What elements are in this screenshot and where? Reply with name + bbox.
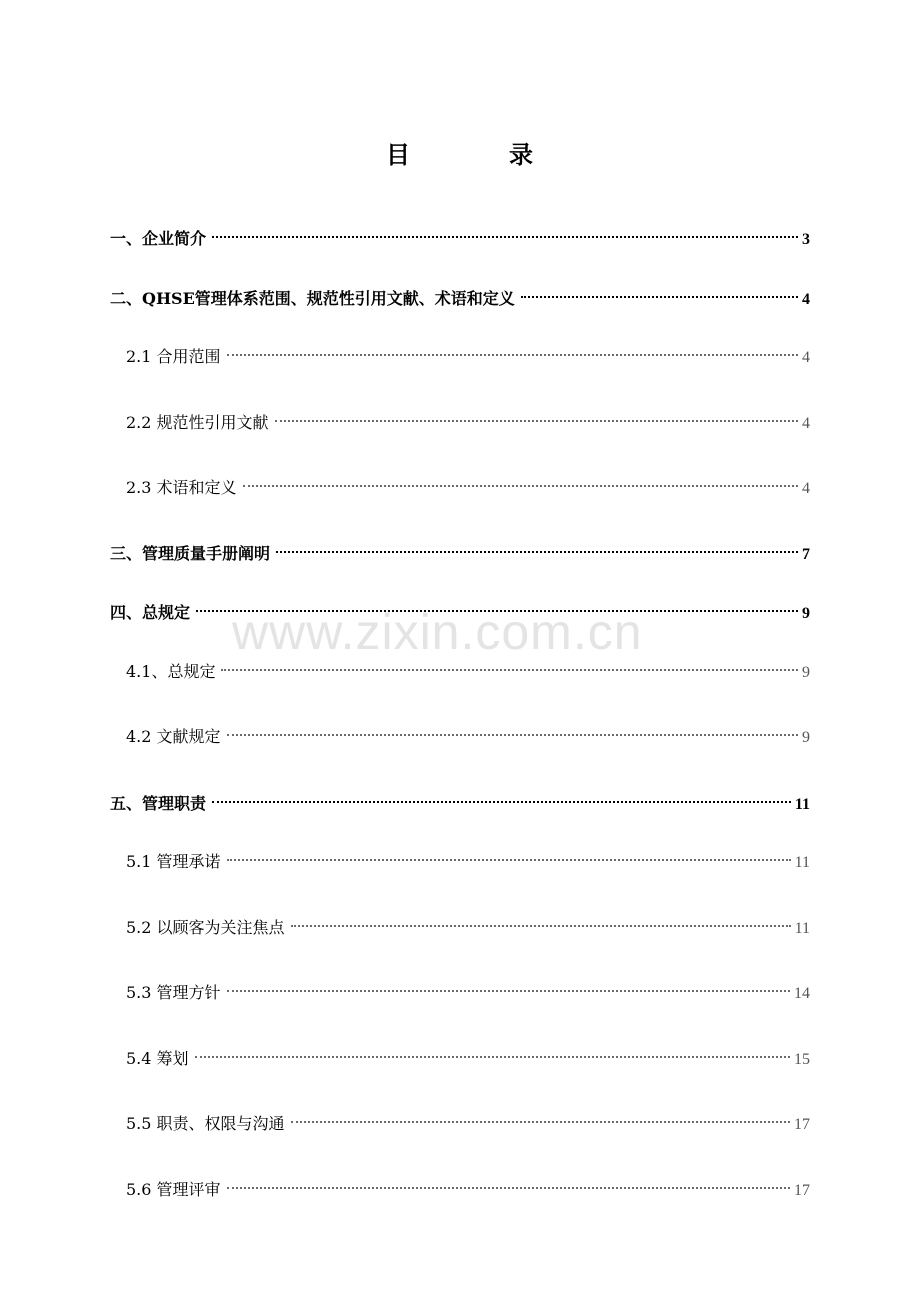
title-char-left: 目 bbox=[386, 140, 410, 169]
toc-entry-label: 5.1 管理承诺 bbox=[126, 852, 221, 871]
toc-entry-label: 三、管理质量手册阐明 bbox=[110, 544, 271, 563]
toc-leader-dots bbox=[196, 594, 798, 618]
toc-entry-label: 2.1 合用范围 bbox=[126, 347, 221, 366]
toc-leader-dots bbox=[227, 843, 791, 867]
toc-entry[interactable] bbox=[126, 338, 810, 366]
toc-entry-page: 4 bbox=[802, 415, 810, 432]
toc-entry[interactable] bbox=[110, 785, 810, 813]
toc-entry-label: 5.6 管理评审 bbox=[126, 1180, 221, 1199]
toc-entry[interactable] bbox=[126, 909, 810, 937]
toc-entry-page: 7 bbox=[802, 546, 810, 563]
toc-entry-label: 5.4 筹划 bbox=[126, 1049, 189, 1068]
toc-leader-dots bbox=[243, 469, 798, 493]
toc-entry-page: 9 bbox=[802, 729, 810, 746]
toc-entry-label: 4.1、总规定 bbox=[126, 662, 216, 681]
toc-entry-label: 5.2 以顾客为关注焦点 bbox=[126, 918, 285, 937]
toc-leader-dots bbox=[521, 280, 798, 304]
toc-entry-label: 2.2 规范性引用文献 bbox=[126, 413, 269, 432]
toc-entry[interactable] bbox=[126, 1171, 810, 1199]
toc-entry-page: 11 bbox=[794, 920, 810, 937]
title-char-right: 录 bbox=[509, 140, 533, 169]
toc-entry-page: 9 bbox=[802, 605, 810, 622]
toc-entry-page: 4 bbox=[802, 349, 810, 366]
toc-leader-dots bbox=[227, 718, 798, 742]
toc-leader-dots bbox=[227, 338, 798, 362]
toc-entry-page: 15 bbox=[794, 1051, 810, 1068]
toc-entry-page: 11 bbox=[794, 854, 810, 871]
toc-leader-dots bbox=[212, 220, 798, 244]
toc-entry[interactable] bbox=[126, 843, 810, 871]
toc-entry-page: 11 bbox=[794, 796, 810, 813]
toc-entry[interactable] bbox=[126, 718, 810, 746]
toc-entry[interactable] bbox=[110, 280, 810, 308]
toc-entry-page: 17 bbox=[794, 1182, 810, 1199]
toc-entry-label: 2.3 术语和定义 bbox=[126, 478, 237, 497]
toc-leader-dots bbox=[195, 1040, 790, 1064]
toc-entry-label: 二、QHSE管理体系范围、规范性引用文献、术语和定义 bbox=[110, 289, 515, 308]
watermark: www.zixin.com.cn bbox=[232, 604, 643, 660]
toc-entry-label: 一、企业简介 bbox=[110, 229, 207, 248]
toc-entry[interactable] bbox=[126, 1040, 810, 1068]
toc-leader-dots bbox=[221, 653, 798, 677]
toc-leader-dots bbox=[276, 535, 798, 559]
toc-entry[interactable] bbox=[126, 469, 810, 497]
toc-entry-page: 4 bbox=[802, 480, 810, 497]
toc-entry[interactable] bbox=[126, 404, 810, 432]
toc-entry[interactable] bbox=[126, 974, 810, 1002]
toc-entry[interactable] bbox=[110, 594, 810, 622]
page-title bbox=[0, 135, 920, 171]
toc-entry-page: 9 bbox=[802, 664, 810, 681]
toc-leader-dots bbox=[291, 1105, 790, 1129]
toc-entry[interactable] bbox=[110, 535, 810, 563]
toc-leader-dots bbox=[212, 785, 791, 809]
toc-entry-label: 四、总规定 bbox=[110, 603, 191, 622]
toc-entry-label: 4.2 文献规定 bbox=[126, 727, 221, 746]
toc-entry[interactable] bbox=[126, 653, 810, 681]
toc-leader-dots bbox=[227, 974, 790, 998]
toc-entry-page: 4 bbox=[802, 291, 810, 308]
toc-entry-label: 5.5 职责、权限与沟通 bbox=[126, 1114, 285, 1133]
toc-entry-label: 5.3 管理方针 bbox=[126, 983, 221, 1002]
toc-leader-dots bbox=[275, 404, 798, 428]
toc-entry-page: 3 bbox=[802, 231, 810, 248]
toc-entry[interactable] bbox=[110, 220, 810, 248]
toc-leader-dots bbox=[291, 909, 791, 933]
toc-entry-label: 五、管理职责 bbox=[110, 794, 207, 813]
toc-entry-page: 14 bbox=[794, 985, 810, 1002]
toc-entry[interactable] bbox=[126, 1105, 810, 1133]
toc-leader-dots bbox=[227, 1171, 790, 1195]
toc-entry-page: 17 bbox=[794, 1116, 810, 1133]
